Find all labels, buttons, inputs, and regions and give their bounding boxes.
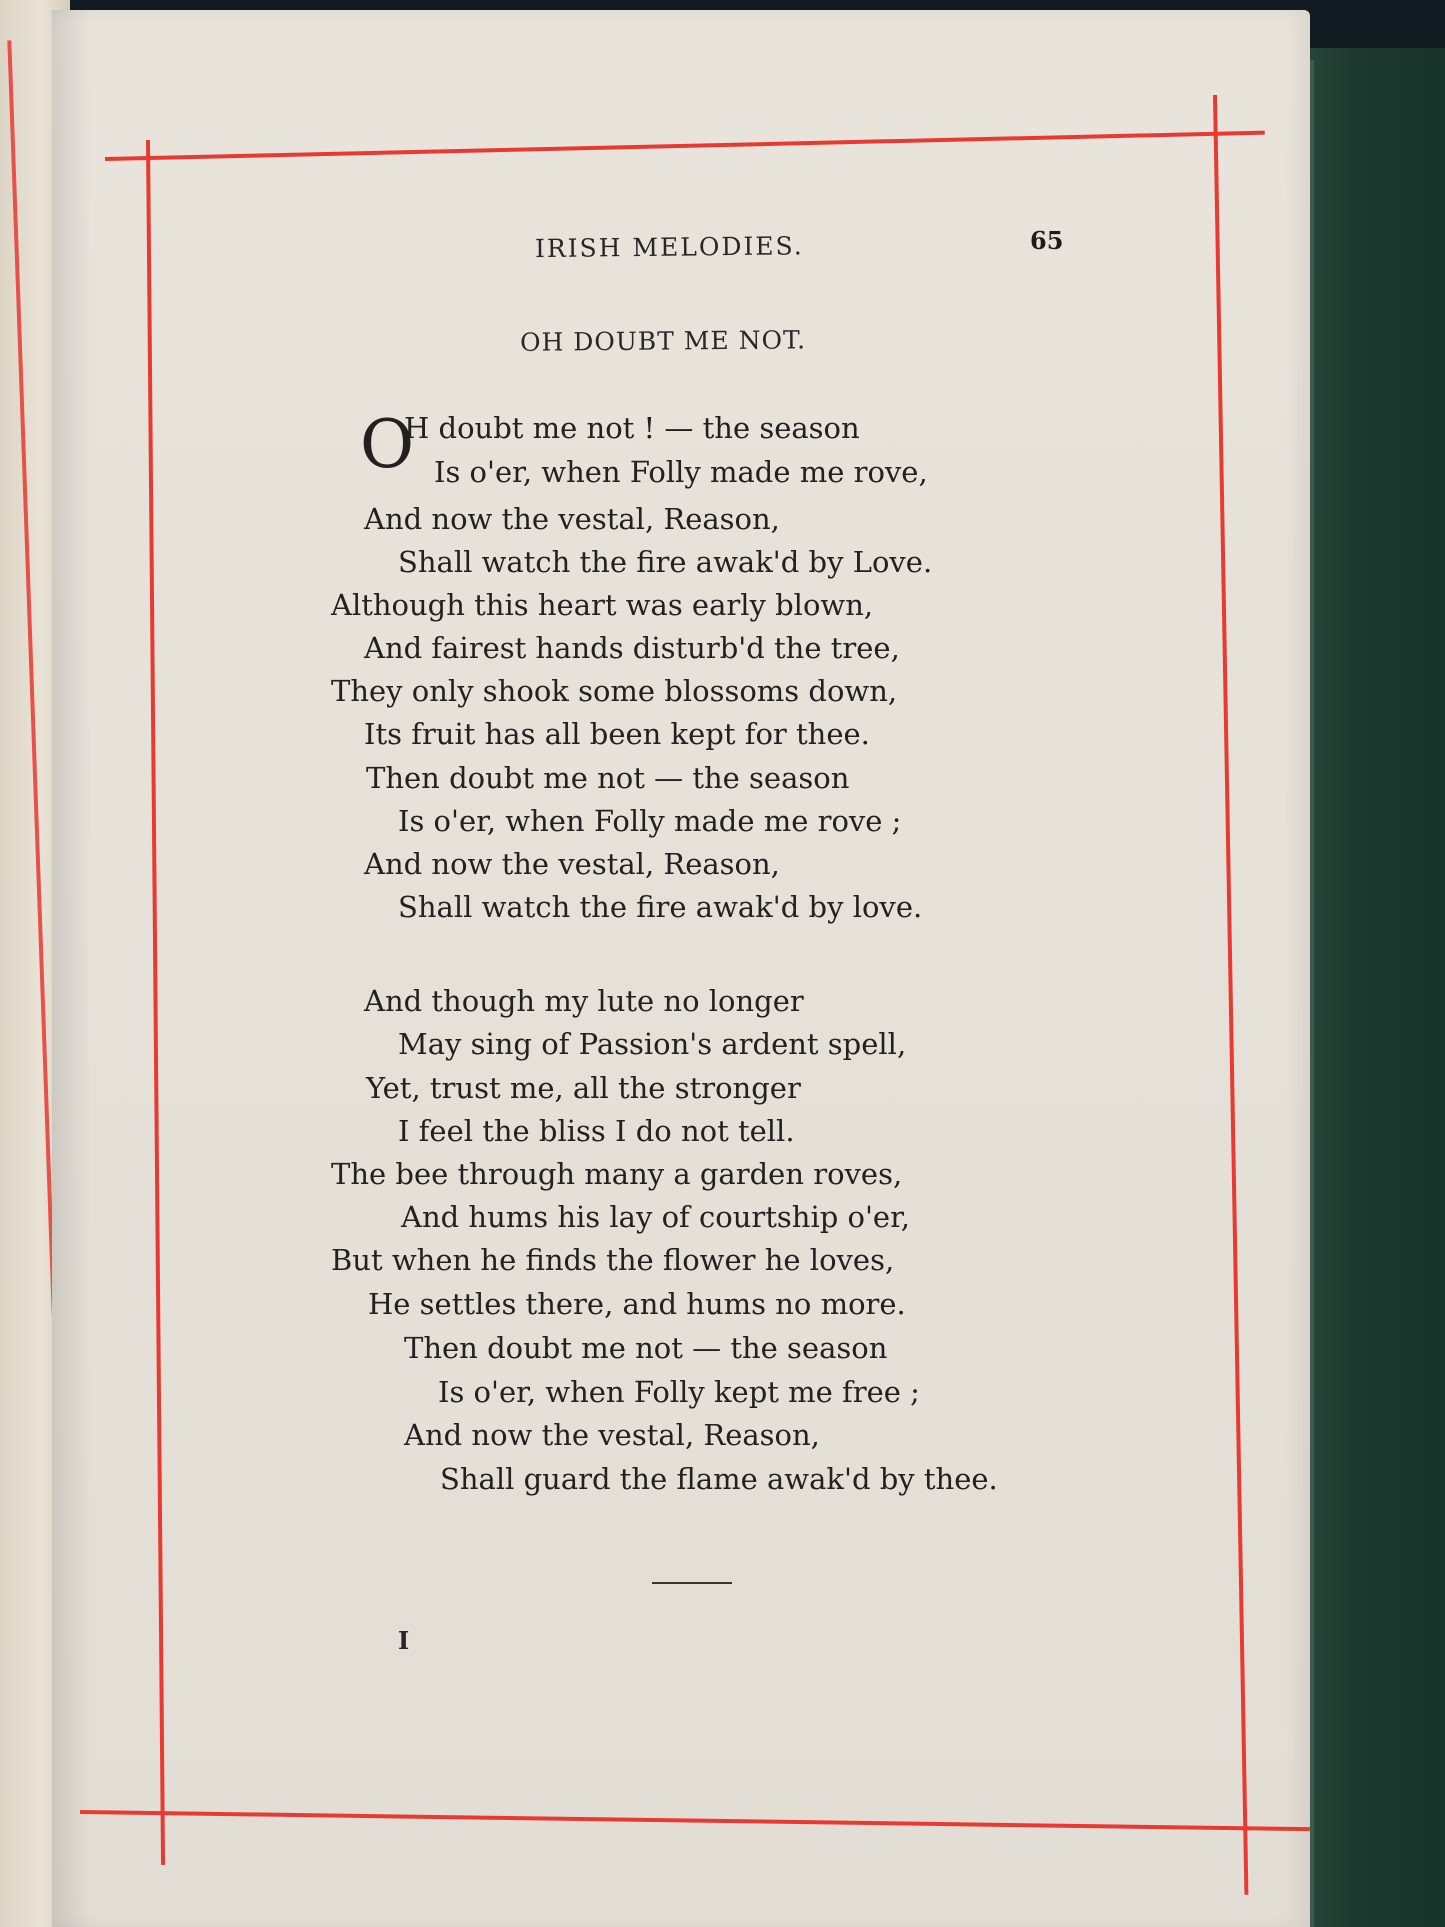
poem-title: OH DOUBT ME NOT. <box>519 325 807 357</box>
poem-line: And though my lute no longer <box>364 984 804 1018</box>
poem-line: He settles there, and hums no more. <box>368 1287 906 1321</box>
poem-line: They only shook some blossoms down, <box>331 674 898 708</box>
poem-line: I feel the bliss I do not tell. <box>398 1114 795 1148</box>
poem-line: And now the vestal, Reason, <box>404 1418 820 1452</box>
poem-line: H doubt me not ! — the season <box>404 411 860 445</box>
poem-line: Shall watch the fire awak'd by Love. <box>398 545 933 579</box>
poem-line: The bee through many a garden roves, <box>331 1157 903 1191</box>
poem-line: Shall guard the flame awak'd by thee. <box>440 1462 998 1496</box>
poem-line: Yet, trust me, all the stronger <box>366 1071 801 1105</box>
poem-line: Shall watch the fire awak'd by love. <box>398 890 923 924</box>
signature-mark: I <box>398 1626 410 1655</box>
poem-line: And now the vestal, Reason, <box>364 847 780 881</box>
poem-line: May sing of Passion's ardent spell, <box>398 1027 907 1061</box>
page-number: 65 <box>1030 226 1064 255</box>
poem-line: Is o'er, when Folly kept me free ; <box>438 1375 920 1409</box>
poem-line: And hums his lay of courtship o'er, <box>401 1200 910 1234</box>
poem-line: And now the vestal, Reason, <box>364 502 780 536</box>
poem-line: Is o'er, when Folly made me rove ; <box>398 804 902 838</box>
poem-line: Then doubt me not — the season <box>404 1331 888 1365</box>
poem-line: Its fruit has all been kept for thee. <box>364 717 870 751</box>
section-end-rule <box>652 1582 732 1584</box>
poem-line: Is o'er, when Folly made me rove, <box>434 455 928 489</box>
poem-line: But when he finds the flower he loves, <box>331 1243 895 1277</box>
drop-cap-initial: O <box>360 406 415 483</box>
poem-line: Although this heart was early blown, <box>331 588 874 622</box>
poem-line: And fairest hands disturb'd the tree, <box>364 631 900 665</box>
running-head: IRISH MELODIES. <box>534 231 804 264</box>
poem-line: Then doubt me not — the season <box>366 761 850 795</box>
